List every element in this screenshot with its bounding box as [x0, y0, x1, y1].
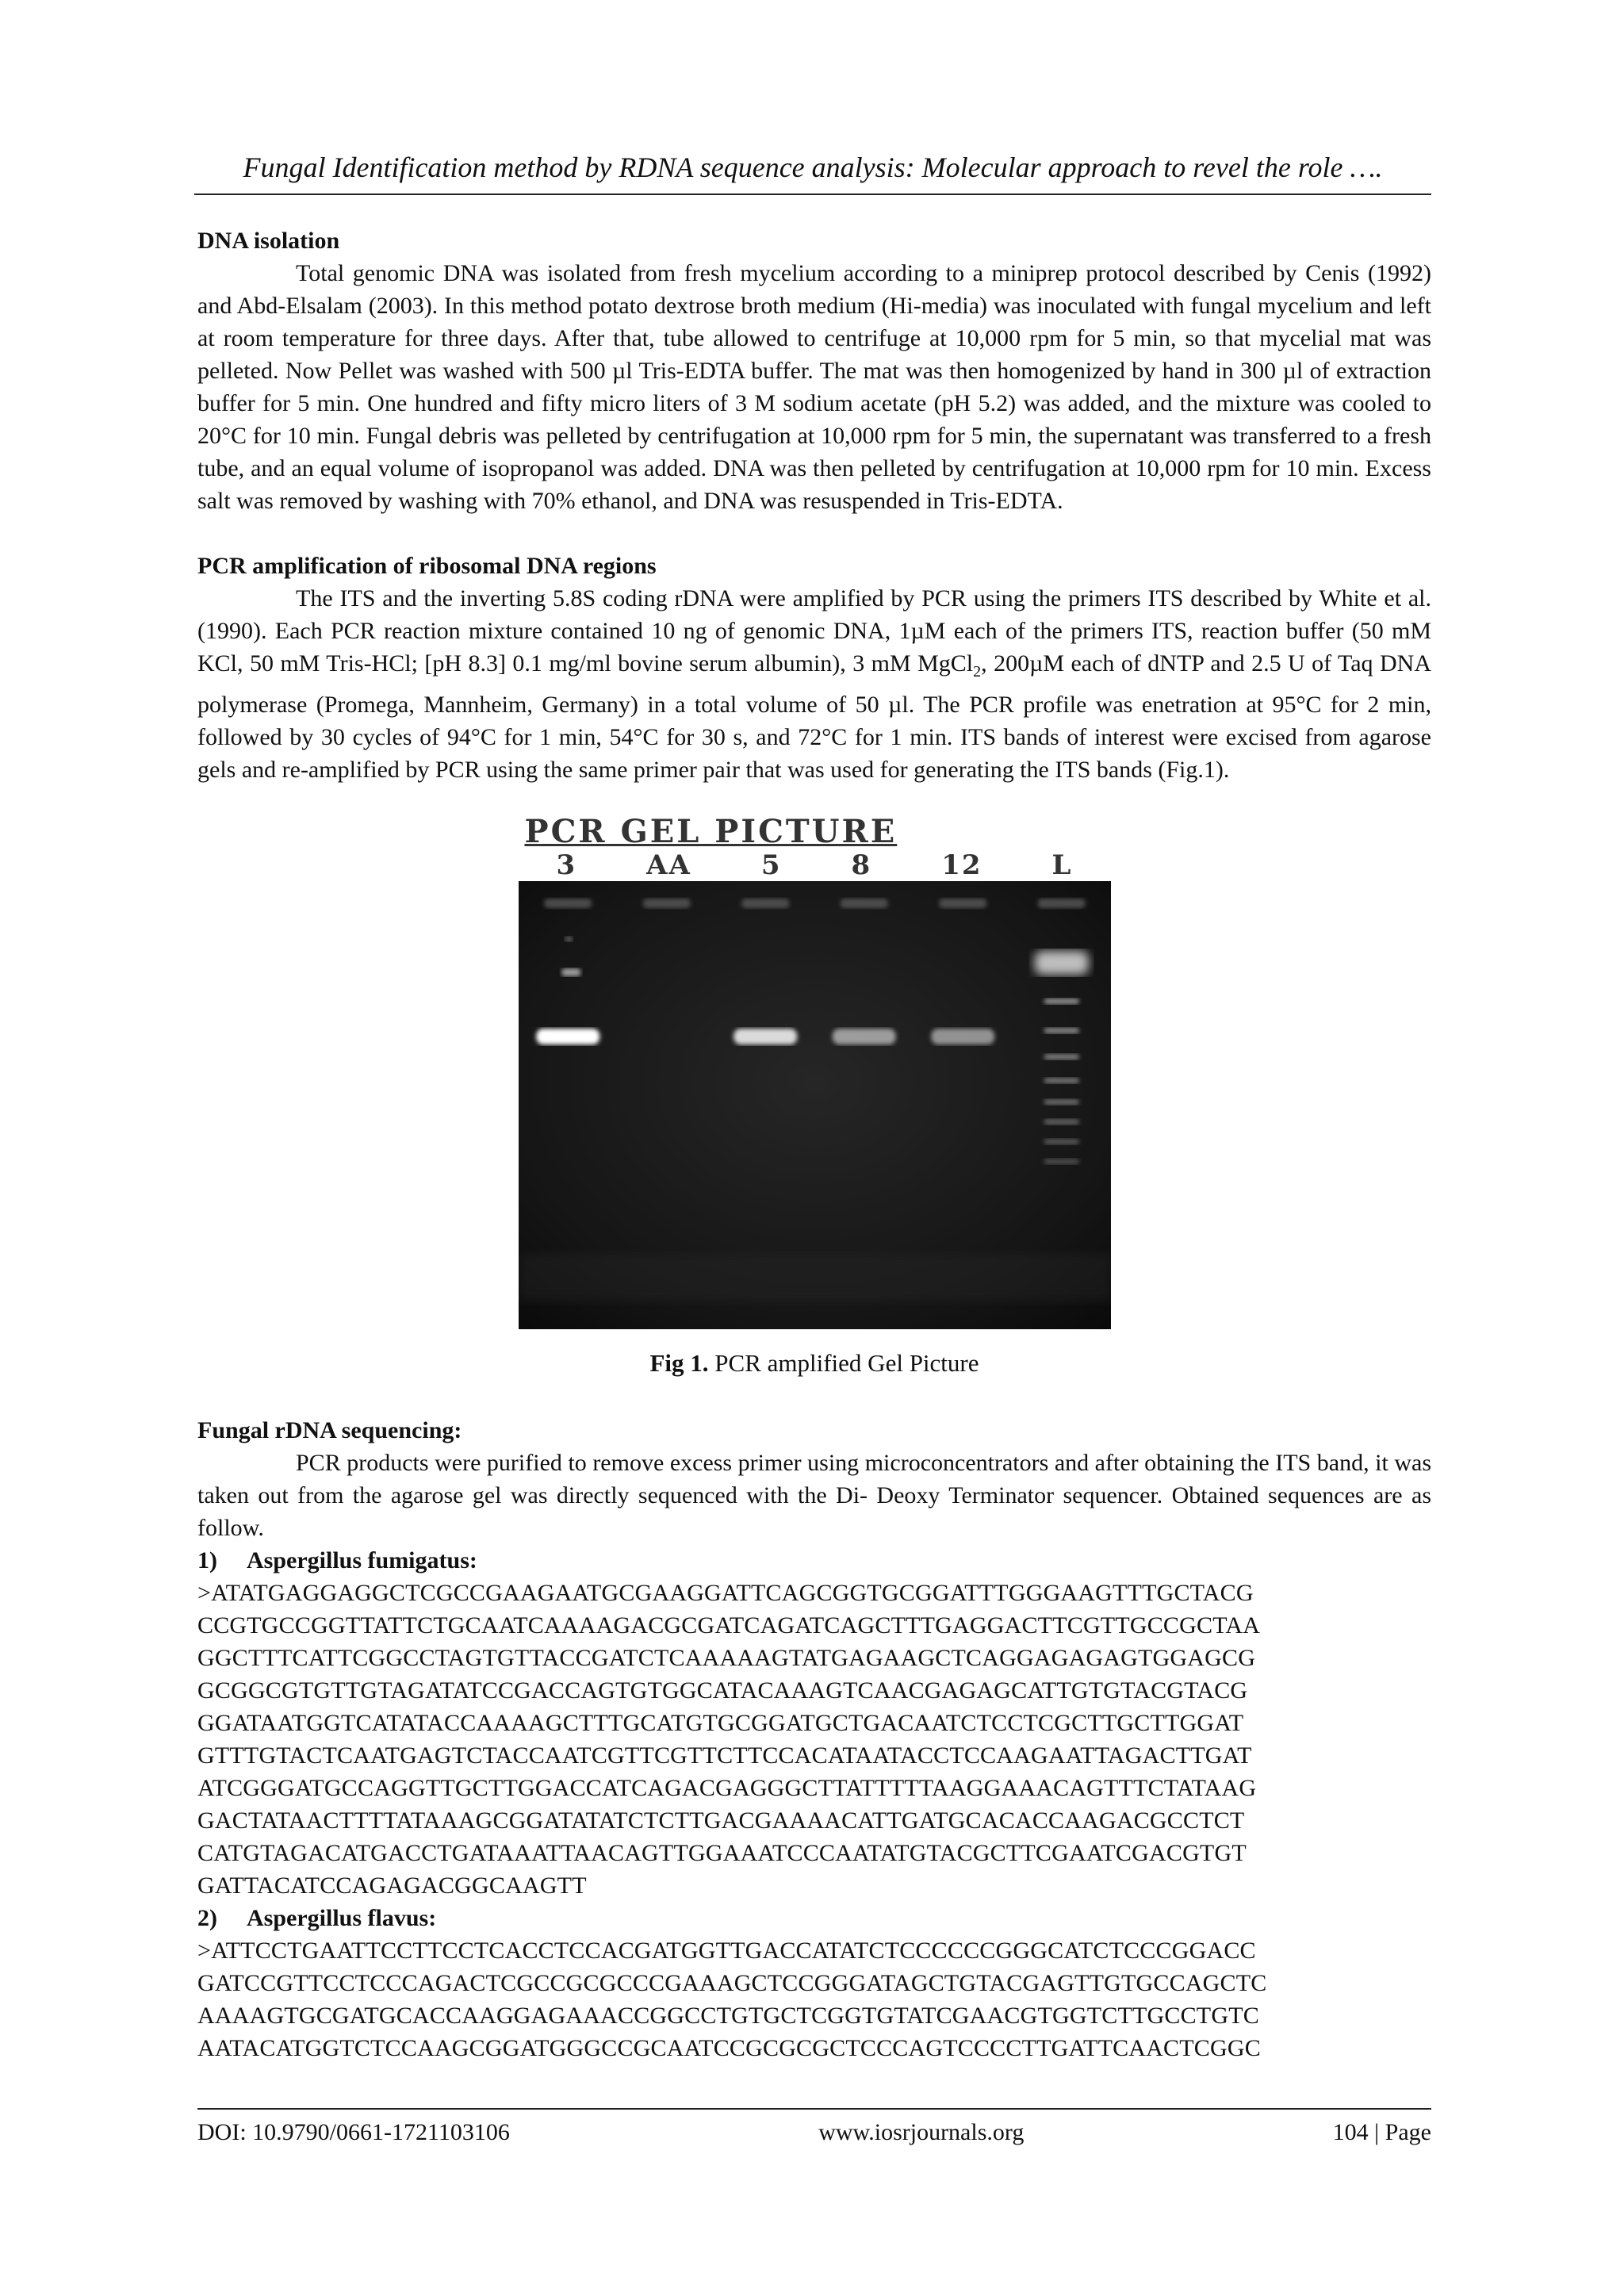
heading-pcr-amplification: PCR amplification of ribosomal DNA regions [197, 553, 657, 579]
lane-label: 8 [851, 849, 872, 881]
paragraph-dna-isolation: Total genomic DNA was isolated from fresh mycelium according to a miniprep protocol described by Cenis (1992) and Abd-Elsalam (2003). In this method potato dextrose broth medium (Hi-media) was inoculated with fungal mycelium and left at room temperature for three days. After that, tube allowed to centrifuge at 10,000 rpm for 5 min, so that mycelial mat was pelleted. Now Pellet was washed with 500 µl Tris-EDTA buffer. The mat was then homogenized by hand in 300 µl of extraction buffer for 5 min. One hundred and fifty micro liters of 3 M sodium acetate (pH 5.2) was added, and the mixture was cooled to 20°C for 10 min. Fungal debris was pelleted by centrifugation at 10,000 rpm for 5 min, the supernatant was transferred to a fresh tube, and an equal volume of isopropanol was added. DNA was then pelleted by centrifugation at 10,000 rpm for 10 min. Excess salt was removed by washing with 70% ethanol, and DNA was resuspended in Tris-EDTA. [197, 260, 1431, 514]
caption-label: Fig 1. [649, 1349, 709, 1377]
ladder-band [1044, 1099, 1078, 1105]
gel-well [741, 899, 789, 908]
sequence-line: GACTATAACTTTTATAAAGCGGATATATCTCTTGACGAAAACATTGATGCACACCAAGACGCCTCT [197, 1807, 1245, 1834]
sequence-line: >ATTCCTGAATTCCTTCCTCACCTCCACGATGGTTGACCATATCTCCCCCCGGGCATCTCCCGGACC [197, 1938, 1256, 1964]
ladder-band [1034, 951, 1088, 975]
pcr-text-part-a: The ITS and the inverting 5.8S coding rDNA were amplified by PCR using the primers ITS described by White et al. (1990). Each PCR reaction mixture contained 10 ng of genomic DNA, 1µM each of the primers ITS, reaction buffer (50 mM KCl, 50 mM Tris-HCl; [pH 8.3] 0.1 mg/ml bovine serum albumin), 3 mM MgCl [197, 585, 1431, 677]
ladder-band [1044, 1078, 1078, 1083]
sequence-line: GGCTTTCATTCGGCCTAGTGTTACCGATCTCAAAAAGTATGAGAAGCTCAGGAGAGAGTGGAGCG [197, 1645, 1256, 1671]
gel-lane-labels [519, 849, 1111, 881]
lane-label: 12 [941, 849, 982, 881]
footer-website: www.iosrjournals.org [818, 2119, 1025, 2145]
running-header [194, 151, 1431, 195]
mgcl2-subscript: 2 [973, 663, 982, 680]
organism-name: Aspergillus fumigatus: [247, 1547, 477, 1573]
sequence-number: 2) [197, 1905, 217, 1931]
ladder-band [1044, 1028, 1078, 1033]
gel-band [931, 1029, 994, 1045]
lane-label: 3 [556, 849, 577, 881]
gel-well [939, 899, 986, 908]
sequence-line: AATACATGGTCTCCAAGCGGATGGGCCGCAATCCGCGCGCTCCCAGTCCCCTTGATTCAACTCGGC [197, 2035, 1261, 2061]
sequence-block-2 [197, 1902, 1431, 2064]
paragraph-pcr-amplification [197, 582, 1431, 786]
gel-faint-band [561, 968, 580, 976]
footer-doi: DOI: 10.9790/0661-1721103106 [197, 2119, 510, 2145]
gel-band [536, 1029, 599, 1045]
page-footer [197, 2108, 1431, 2146]
sequence-heading [197, 1902, 1431, 1934]
sequence-line: GCGGCGTGTTGTAGATATCCGACCAGTGTGGCATACAAAGTCAACGAGAGCATTGTGTACGTACG [197, 1677, 1248, 1704]
pcr-text-part-b: , 200µM each of dNTP and 2.5 U of Taq DNA polymerase (Promega, Mannheim, Germany) in a total volume of 50 µl. The PCR profile was enetration at 95°C for 2 min, followed by 30 cycles of 94°C for 1 min, 54°C for 30 s, and 72°C for 1 min. ITS bands of interest were excised from agarose gels and re-amplified by PCR using the same primer pair that was used for generating the ITS bands (Fig.1). [197, 650, 1431, 783]
sequence-block-1 [197, 1544, 1431, 1902]
gel-well [840, 899, 887, 908]
ladder-band [1044, 1139, 1078, 1144]
paragraph-rdna-sequencing: PCR products were purified to remove excess primer using microconcentrators and after obtaining the ITS band, it was taken out from the agarose gel was directly sequenced with the Di- Deoxy Terminator sequencer. Obtained sequences are as follow. [197, 1450, 1431, 1541]
gel-faint-band [565, 937, 573, 941]
footer-page-number: 104 | Page [1332, 2119, 1431, 2145]
sequence-line: AAAAGTGCGATGCACCAAGGAGAAACCGGCCTGTGCTCGGTGTATCGAACGTGGTCTTGCCTGTC [197, 2003, 1259, 2029]
ladder-band [1044, 1054, 1078, 1060]
heading-dna-isolation: DNA isolation [197, 228, 340, 254]
sequence-number: 1) [197, 1547, 217, 1573]
ladder-band [1044, 999, 1078, 1004]
article-body [197, 224, 1431, 2064]
organism-name: Aspergillus flavus: [247, 1905, 437, 1931]
gel-band [832, 1029, 895, 1045]
sequence-line: ATCGGGATGCCAGGTTGCTTGGACCATCAGACGAGGGCTTATTTTTAAGGAAACAGTTTCTATAAG [197, 1775, 1257, 1801]
sequence-line: CCGTGCCGGTTATTCTGCAATCAAAAGACGCGATCAGATCAGCTTTGAGGACTTCGTTGCCGCTAA [197, 1612, 1261, 1639]
sequence-heading [197, 1544, 1431, 1577]
caption-text: PCR amplified Gel Picture [708, 1349, 979, 1377]
gel-well [544, 899, 592, 908]
running-title: Fungal Identification method by RDNA sequence analysis: Molecular approach to revel the role …. [243, 151, 1383, 183]
gel-well [1037, 899, 1085, 908]
gel-image [519, 881, 1111, 1329]
lane-label: 5 [760, 849, 782, 881]
sequence-line: GGATAATGGTCATATACCAAAAGCTTTGCATGTGCGGATGCTGACAATCTCCTCGCTTGCTTGGAT [197, 1710, 1244, 1736]
sequence-line: GTTTGTACTCAATGAGTCTACCAATCGTTCGTTCTTCCACATAATACCTCCAAGAATTAGACTTGAT [197, 1742, 1252, 1769]
sequence-line: GATCCGTTCCTCCCAGACTCGCCGCGCCCGAAAGCTCCGGGATAGCTGTACGAGTTGTGCCAGCTC [197, 1970, 1267, 1996]
sequence-line: >ATATGAGGAGGCTCGCCGAAGAATGCGAAGGATTCAGCGGTGCGGATTTGGGAAGTTTGCTACG [197, 1580, 1254, 1606]
sequence-line: GATTACATCCAGAGACGGCAAGTT [197, 1872, 587, 1899]
figure-caption [519, 1347, 1111, 1379]
lane-label: AA [646, 849, 691, 881]
sequence-line: CATGTAGACATGACCTGATAAATTAACAGTTGGAAATCCCAATATGTACGCTTCGAATCGACGTGT [197, 1840, 1247, 1866]
gel-title: PCR GEL PICTURE [524, 813, 898, 850]
heading-rdna-sequencing: Fungal rDNA sequencing: [197, 1417, 462, 1443]
ladder-band [1044, 1159, 1078, 1164]
lane-label: L [1051, 849, 1073, 881]
gel-well [642, 899, 690, 908]
gel-bottom-haze [519, 1254, 1111, 1301]
gel-band [733, 1029, 797, 1045]
ladder-band [1044, 1119, 1078, 1125]
figure-1 [519, 815, 1111, 1379]
